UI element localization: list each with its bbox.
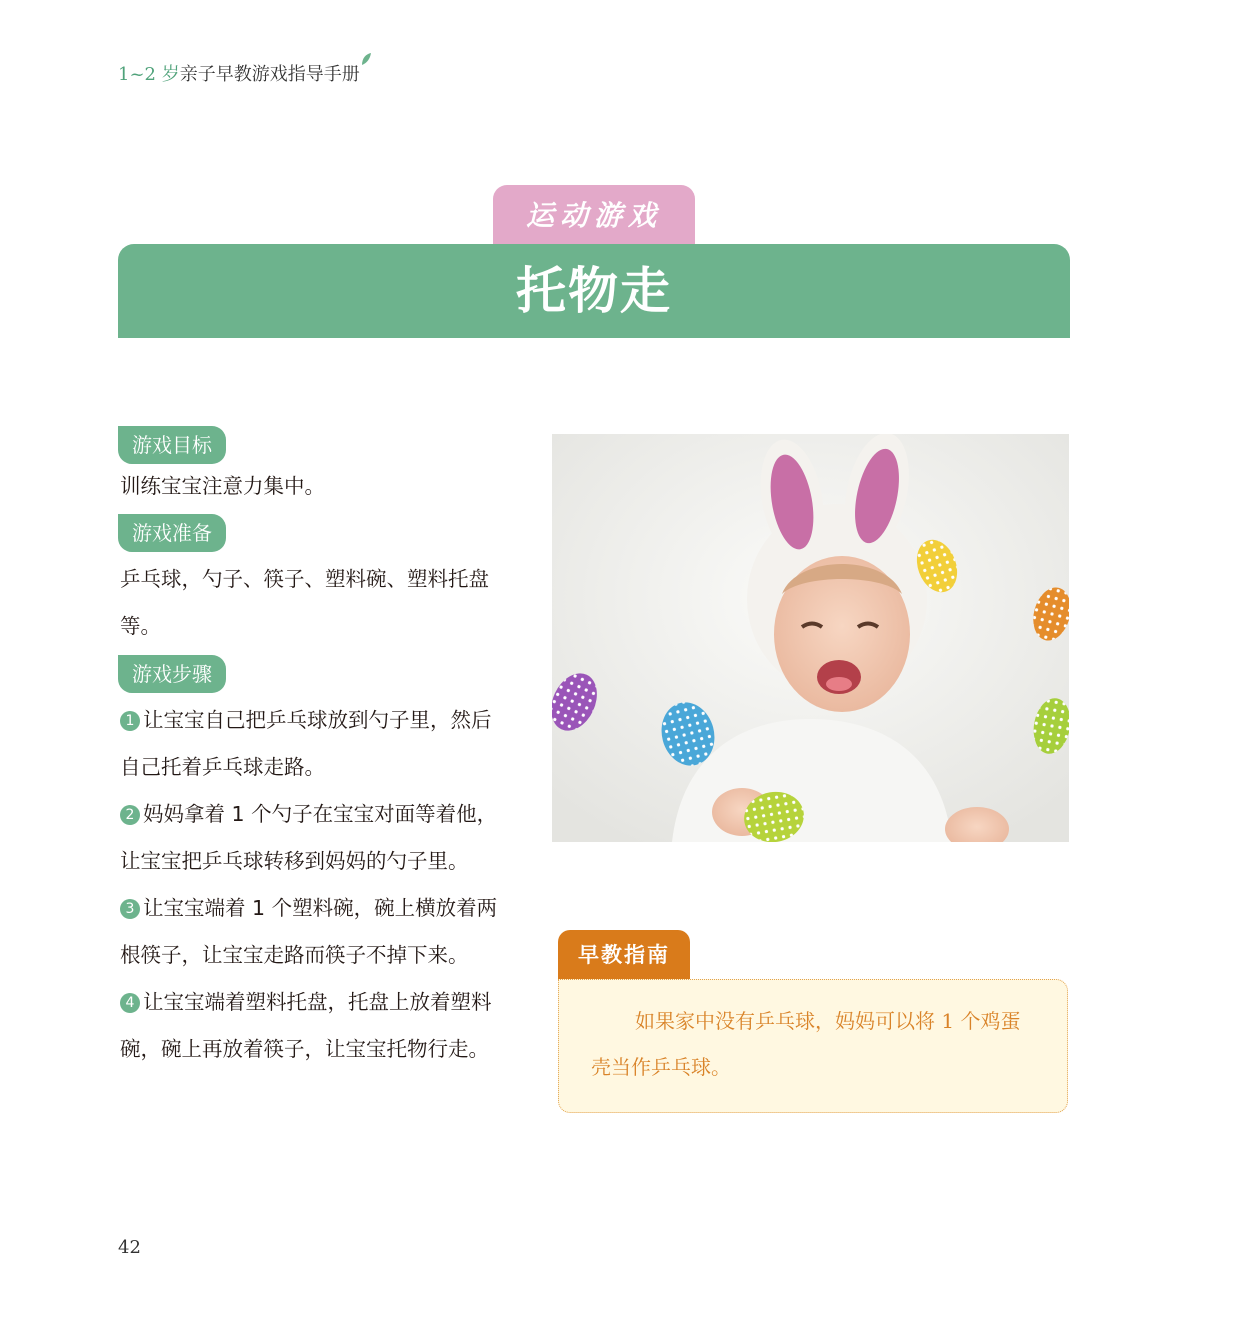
step-item [120, 979, 510, 1073]
guide-text: 如果家中没有乒乓球，妈妈可以将 1 个鸡蛋壳当作乒乓球。 [591, 1009, 1021, 1079]
prep-label: 游戏准备 [118, 514, 226, 552]
step-number: 4 [120, 993, 140, 1013]
book-title: 亲子早教游戏指导手册 [179, 64, 360, 85]
steps-list [120, 697, 510, 1073]
step-text: 让宝宝端着塑料托盘，托盘上放着塑料碗，碗上再放着筷子，让宝宝托物行走。 [120, 990, 492, 1061]
goal-label: 游戏目标 [118, 426, 226, 464]
running-header [118, 60, 370, 86]
guide-label: 早教指南 [558, 930, 690, 980]
page-number: 42 [118, 1237, 141, 1258]
prep-text: 乒乓球，勺子、筷子、塑料碗、塑料托盘等。 [120, 567, 489, 638]
steps-label: 游戏步骤 [118, 655, 226, 693]
goal-text: 训练宝宝注意力集中。 [120, 474, 325, 498]
step-number: 1 [120, 711, 140, 731]
step-text: 妈妈拿着 1 个勺子在宝宝对面等着他，让宝宝把乒乓球转移到妈妈的勺子里。 [120, 802, 498, 873]
step-item [120, 697, 510, 791]
guide-box [558, 979, 1068, 1113]
step-item [120, 791, 510, 885]
category-tab: 运动游戏 [493, 185, 695, 247]
baby-photo [552, 434, 1069, 842]
step-text: 让宝宝自己把乒乓球放到勺子里，然后自己托着乒乓球走路。 [120, 708, 492, 779]
leaf-icon [360, 66, 370, 80]
age-range: 1~2 岁 [118, 64, 180, 85]
page-title: 托物走 [118, 244, 1070, 338]
step-text: 让宝宝端着 1 个塑料碗，碗上横放着两根筷子，让宝宝走路而筷子不掉下来。 [120, 896, 498, 967]
step-number: 3 [120, 899, 140, 919]
step-number: 2 [120, 805, 140, 825]
step-item [120, 885, 510, 979]
